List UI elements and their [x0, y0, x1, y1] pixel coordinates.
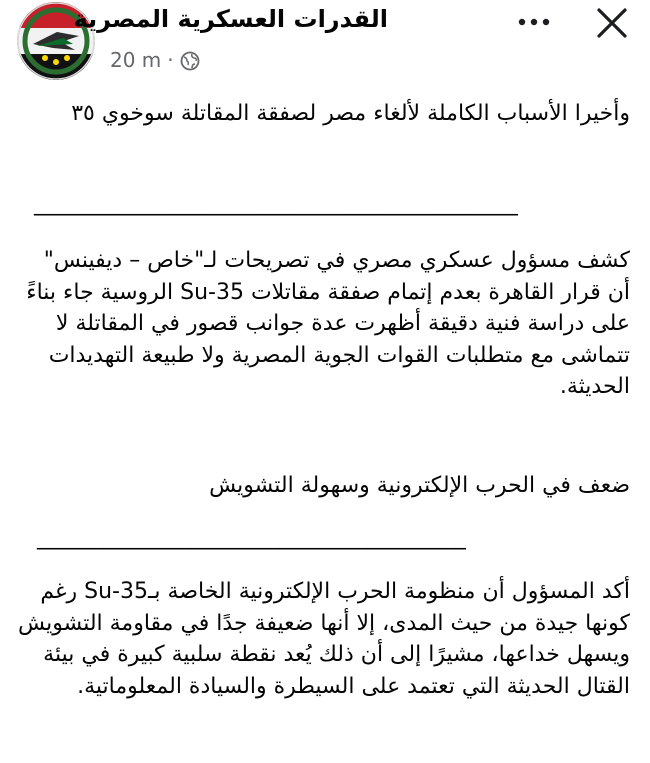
- post-meta: [110, 46, 200, 74]
- close-icon: [593, 4, 631, 42]
- text-divider: ____________________________________________: [34, 191, 518, 216]
- close-button[interactable]: [593, 4, 631, 42]
- page-name[interactable]: القدرات العسكرية المصرية: [73, 5, 388, 33]
- text-divider: _______________________________________: [37, 525, 466, 550]
- post-header: [0, 0, 650, 82]
- meta-separator: ·: [167, 48, 174, 72]
- post-title: وأخيرا الأسباب الكاملة لألغاء مصر لصفقة المقاتلة سوخوي ٣٥: [71, 101, 630, 126]
- post-paragraph: أكد المسؤول أن منظومة الحرب الإلكترونية الخاصة بـSu-35 رغم كونها جيدة من حيث المدى، إلا أنها ضعيفة جدًا في مقاومة التشويش ويسهل خداعها، مشيرًا إلى أن ذلك يُعد نقطة سلبية كبيرة في بيئة القتال الحديثة التي تعتمد على السيطرة والسيادة المعلوماتية.: [11, 579, 630, 699]
- post-timestamp[interactable]: 20 m: [110, 48, 162, 72]
- post-paragraph: كشف مسؤول عسكري مصري في تصريحات لـ"خاص – ديفينس" أن قرار القاهرة بعدم إتمام صفقة مقاتلات Su-35 الروسية جاء بناءً على دراسة فنية دقيقة أظهرت عدة جوانب قصور في المقاتلة لا تتماشى مع متطلبات القوات الجوية المصرية ولا طبيعة التهديدات الحديثة.: [19, 248, 630, 399]
- more-horizontal-icon: [514, 8, 554, 36]
- more-options-button[interactable]: [514, 8, 554, 36]
- post-subheading: ضعف في الحرب الإلكترونية وسهولة التشويش: [209, 473, 630, 498]
- globe-icon[interactable]: [180, 50, 200, 70]
